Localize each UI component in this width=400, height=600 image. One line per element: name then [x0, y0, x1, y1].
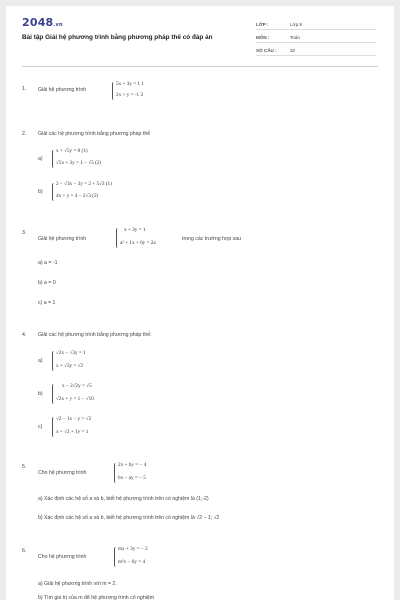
q4b-brace — [52, 384, 55, 404]
q5-brace — [114, 463, 117, 483]
document-title: Bài tập Giải hệ phương trình bằng phương pháp thế có đáp án — [22, 34, 213, 41]
meta-count-value: 32 — [290, 48, 296, 53]
q2b-eq1: 2 − √3x − 3y = 2 + 5√3 (1) — [56, 181, 112, 187]
q2a-label: a) — [38, 156, 43, 162]
q4a-label: a) — [38, 358, 43, 364]
q4c-label: c) — [38, 424, 43, 430]
q2-text: Giải các hệ phương trình bằng phương pháp thế — [38, 131, 151, 137]
site-logo[interactable] — [22, 16, 63, 29]
q6-brace — [114, 547, 117, 567]
q2b-eq2: 4x + y = 4 − 2√3 (2) — [56, 193, 99, 199]
q2a-brace — [52, 150, 55, 168]
q3-case-a: a) a = -1 — [38, 260, 58, 266]
q2a-eq2: √5x + 3y = 1 − √5 (2) — [56, 160, 102, 166]
meta-count-label: SỐ CÂU : — [256, 48, 277, 53]
q2a-eq1: x + √5y = 0 (1) — [56, 148, 88, 154]
document-page — [6, 6, 394, 600]
q5-number: 5. — [22, 464, 27, 470]
header-divider — [22, 66, 378, 67]
meta-subject-label: MÔN : — [256, 35, 270, 40]
q6-eq1: mx + 3y = − 2 — [118, 546, 148, 552]
q2b-brace — [52, 183, 55, 201]
q3-text: Giải hệ phương trình — [38, 236, 87, 242]
q3-case-b: b) a = 0 — [38, 280, 56, 286]
q3-eq2: a² + 1x + 6y = 2a — [120, 240, 156, 246]
q5-eq1: 2x + by = − 4 — [118, 462, 147, 468]
q4c-brace — [52, 417, 55, 437]
q4b-eq1: x − 2√2y = √5 — [62, 383, 92, 389]
logo-suffix: .vn — [53, 22, 63, 28]
meta-class-value: Lớp 9 — [290, 22, 302, 27]
logo-text: 2048 — [22, 16, 54, 29]
meta-subject — [256, 33, 376, 43]
q1-text: Giải hệ phương trình — [38, 87, 87, 93]
q4-number: 4. — [22, 332, 27, 338]
q4c-eq2: x + √2 + 1y = 1 — [56, 429, 89, 435]
q6-eq2: m²x − 6y = 4 — [118, 559, 146, 565]
q4c-eq1: √2 − 1x − y = √2 — [56, 416, 92, 422]
q5-text: Cho hệ phương trình — [38, 470, 87, 476]
q4a-eq2: x + √3y = √2 — [56, 363, 84, 369]
meta-subject-value: Toán — [290, 35, 300, 40]
q2-number: 2. — [22, 131, 27, 137]
meta-class — [256, 20, 376, 30]
q1-number: 1. — [22, 86, 27, 92]
q4b-eq2: √2x + y = 1 − √10 — [56, 396, 94, 402]
q3-eq1: x + 3y = 1 — [124, 227, 146, 233]
q1-brace — [112, 82, 115, 100]
q4a-brace — [52, 351, 55, 371]
q4-text: Giải các hệ phương trình bằng phương pháp thế: — [38, 332, 152, 338]
q2b-label: b) — [38, 189, 43, 195]
q1-eq1: 5x + 3y = 1 1 — [116, 81, 144, 87]
meta-class-label: LỚP : — [256, 22, 269, 27]
q3-brace — [116, 228, 119, 248]
q4b-label: b) — [38, 391, 43, 397]
q4a-eq1: √2x − √3y = 1 — [56, 350, 86, 356]
q3-number: 3. — [22, 230, 27, 236]
q6-number: 6. — [22, 548, 27, 554]
q6-part-b: b) Tìm giá trị của m để hệ phương trình có nghiệm — [38, 595, 155, 600]
q3-case-c: c) a = 1 — [38, 300, 56, 306]
q5-eq2: bx − ay = − 5 — [118, 475, 146, 481]
q3-tail: trong các trường hợp sau — [182, 236, 242, 242]
q5-part-a: a) Xác định các hệ số a và b, biết hệ phương trình trên có nghiệm là (1;-2) — [38, 496, 209, 502]
q1-eq2: 2x + y = -1 2 — [116, 92, 144, 98]
q6-part-a: a) Giải hệ phương trình với m = 2. — [38, 581, 117, 587]
q5-part-b: b) Xác định các hệ số a và b, biết hệ phương trình trên có nghiệm là √2 − 1; √2 — [38, 515, 220, 521]
q6-text: Cho hệ phương trình — [38, 554, 87, 560]
meta-count — [256, 46, 376, 56]
